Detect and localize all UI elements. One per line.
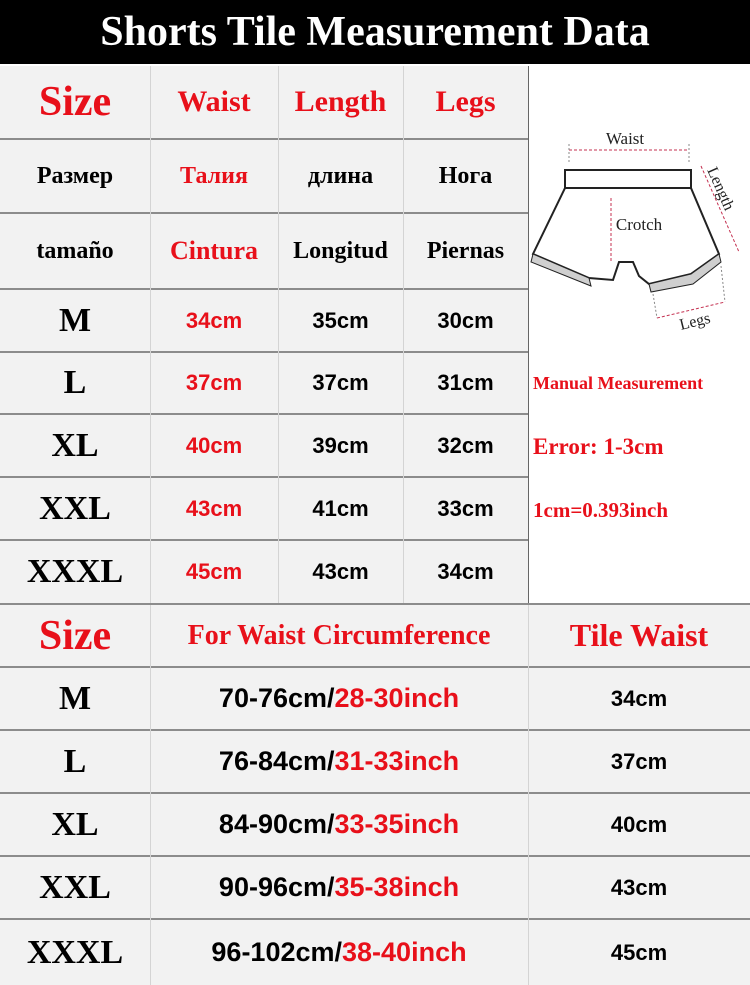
table1-legs-cell: 33cm (437, 495, 494, 521)
table1-size-cell: M (58, 301, 92, 339)
header-length-es: Longitud (293, 237, 388, 264)
table2-circumference-cell (150, 794, 528, 855)
circumference-inch: 35-38inch (334, 872, 460, 902)
table1-size-cell: XXXL (26, 553, 124, 590)
table1-size-cell: XXL (39, 489, 111, 527)
table2-circumference-cell (150, 857, 528, 918)
header-length-ru: длина (307, 162, 374, 189)
note-conversion: 1cm=0.393inch (533, 498, 669, 522)
header-size-ru: Размер (36, 162, 114, 189)
table2-size-cell: M (58, 679, 92, 717)
circumference-inch: 38-40inch (342, 937, 467, 967)
table1-legs-cell: 34cm (437, 559, 494, 584)
table2-tile-waist-cell: 34cm (610, 685, 668, 711)
table1-waist-cell: 45cm (185, 559, 243, 584)
header-length: Length (294, 85, 387, 118)
circumference-cm: 70-76cm/ (218, 683, 335, 713)
circumference-cm: 90-96cm/ (218, 872, 335, 902)
table2-circumference-cell (150, 668, 528, 729)
table2-size-cell: L (63, 742, 87, 780)
diagram-crotch-label: Crotch (615, 215, 663, 234)
table2-tile-waist-cell: 45cm (610, 939, 668, 965)
note-error: Error: 1-3cm (533, 434, 664, 459)
table2-size-cell: XXL (39, 868, 111, 906)
table1-waist-cell: 40cm (185, 432, 243, 458)
table2-header-size: Size (38, 612, 112, 659)
table1-legs-cell: 32cm (437, 432, 494, 458)
diagram-legs-label: Legs (677, 309, 713, 334)
table1-size-cell: L (63, 364, 87, 401)
table2-tile-waist-cell: 43cm (610, 874, 668, 900)
circumference-inch: 33-35inch (334, 809, 460, 839)
table1-length-cell: 37cm (312, 370, 369, 395)
header-waist-es: Cintura (169, 236, 259, 265)
header-waist-ru: Талия (180, 162, 248, 189)
header-size: Size (38, 79, 112, 125)
shorts-measurement-diagram (529, 66, 750, 346)
header-legs: Legs (435, 85, 496, 118)
table1-length-cell: 39cm (312, 432, 369, 458)
header-waist: Waist (177, 85, 251, 118)
diagram-length-label: Length (703, 164, 738, 214)
header-legs-es: Piernas (426, 237, 505, 264)
table1-length-cell: 43cm (312, 559, 369, 584)
page-title: Shorts Tile Measurement Data (0, 0, 750, 64)
table1-legs-cell: 30cm (437, 307, 494, 333)
table2-size-cell: XL (51, 805, 99, 843)
table1-size-cell: XL (51, 426, 99, 464)
circumference-inch: 31-33inch (334, 746, 460, 776)
table1-length-cell: 35cm (312, 307, 369, 333)
circumference-cm: 84-90cm/ (218, 809, 335, 839)
table2-circumference-cell (150, 920, 528, 985)
table1-waist-cell: 34cm (185, 307, 243, 333)
table2-header-waist-circumference: For Waist Circumference (187, 619, 491, 651)
table2-size-cell: XXXL (26, 933, 124, 971)
circumference-inch: 28-30inch (334, 683, 460, 713)
table1-length-cell: 41cm (312, 495, 369, 521)
table2-tile-waist-cell: 37cm (610, 748, 668, 774)
table1-waist-cell: 37cm (185, 370, 243, 395)
circumference-cm: 96-102cm/ (211, 937, 343, 967)
circumference-cm: 76-84cm/ (218, 746, 335, 776)
header-size-es: tamaño (36, 237, 114, 264)
header-legs-ru: Нога (438, 162, 493, 189)
table2-header-tile-waist: Tile Waist (569, 617, 709, 653)
table1-waist-cell: 43cm (185, 495, 243, 521)
diagram-waist-label: Waist (605, 129, 645, 148)
table2-tile-waist-cell: 40cm (610, 811, 668, 837)
table1-legs-cell: 31cm (437, 370, 494, 395)
table2-circumference-cell (150, 731, 528, 792)
note-manual-measurement: Manual Measurement (533, 373, 704, 393)
